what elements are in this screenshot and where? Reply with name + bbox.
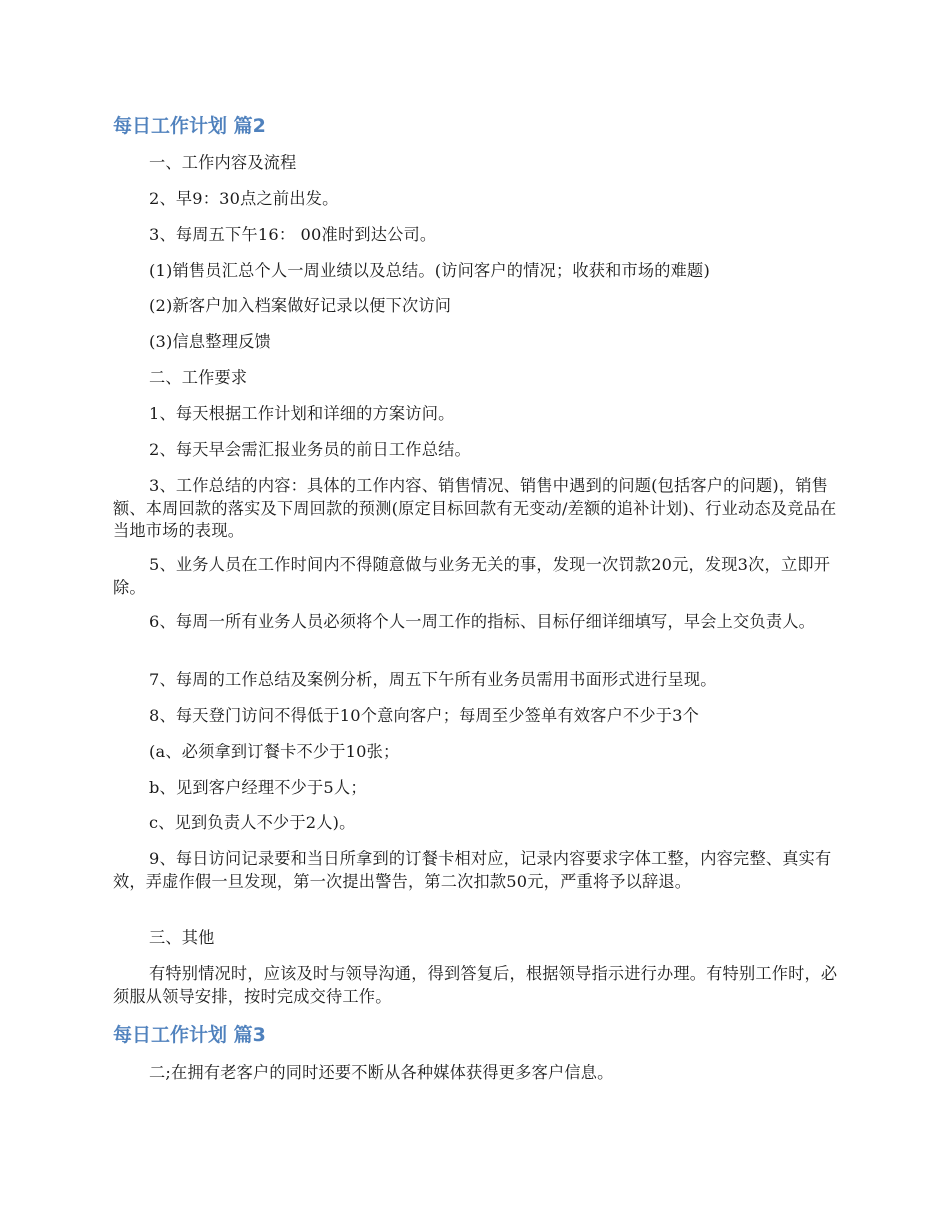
paragraph: 有特别情况时，应该及时与领导沟通，得到答复后，根据领导指示进行办理。有特别工作时，必须服从领导安排，按时完成交待工作。 [113,964,838,1006]
paragraph: 二、工作要求 [149,368,248,387]
section-heading-3: 每日工作计划 篇3 [113,1024,266,1046]
paragraph: 2、每天早会需汇报业务员的前日工作总结。 [149,440,471,459]
paragraph: 二;在拥有老客户的同时还要不断从各种媒体获得更多客户信息。 [149,1063,614,1082]
paragraph: (2)新客户加入档案做好记录以便下次访问 [149,296,452,315]
section-heading-2: 每日工作计划 篇2 [113,115,266,137]
paragraph: c、见到负责人不少于2人)。 [149,813,356,832]
paragraph: 7、每周的工作总结及案例分析，周五下午所有业务员需用书面形式进行呈现。 [149,670,717,689]
paragraph: 一、工作内容及流程 [149,153,297,172]
paragraph: b、见到客户经理不少于5人； [149,778,367,797]
paragraph: 6、每周一所有业务人员必须将个人一周工作的指标、目标仔细详细填写，早会上交负责人。 [149,612,815,631]
paragraph: (3)信息整理反馈 [149,332,271,351]
paragraph: 3、工作总结的内容：具体的工作内容、销售情况、销售中遇到的问题(包括客户的问题)，销售额、本周回款的落实及下周回款的预测(原定目标回款有无变动/差额的追补计划)、行业动态及竞品在当地市场的表现。 [113,476,837,540]
paragraph: 2、早9：30点之前出发。 [149,189,339,208]
paragraph: 9、每日访问记录要和当日所拿到的订餐卡相对应，记录内容要求字体工整，内容完整、真实有效，弄虚作假一旦发现，第一次提出警告，第二次扣款50元，严重将予以辞退。 [113,849,832,891]
paragraph: 三、其他 [149,928,215,947]
paragraph: 8、每天登门访问不得低于10个意向客户；每周至少签单有效客户不少于3个 [149,706,700,725]
paragraph: 5、业务人员在工作时间内不得随意做与业务无关的事，发现一次罚款20元，发现3次，立即开除。 [113,555,831,597]
paragraph: (1)销售员汇总个人一周业绩以及总结。(访问客户的情况；收获和市场的难题) [149,261,710,280]
paragraph: (a、必须拿到订餐卡不少于10张； [149,742,400,761]
paragraph: 1、每天根据工作计划和详细的方案访问。 [149,404,455,423]
paragraph: 3、每周五下午16： 00准时到达公司。 [149,225,437,244]
